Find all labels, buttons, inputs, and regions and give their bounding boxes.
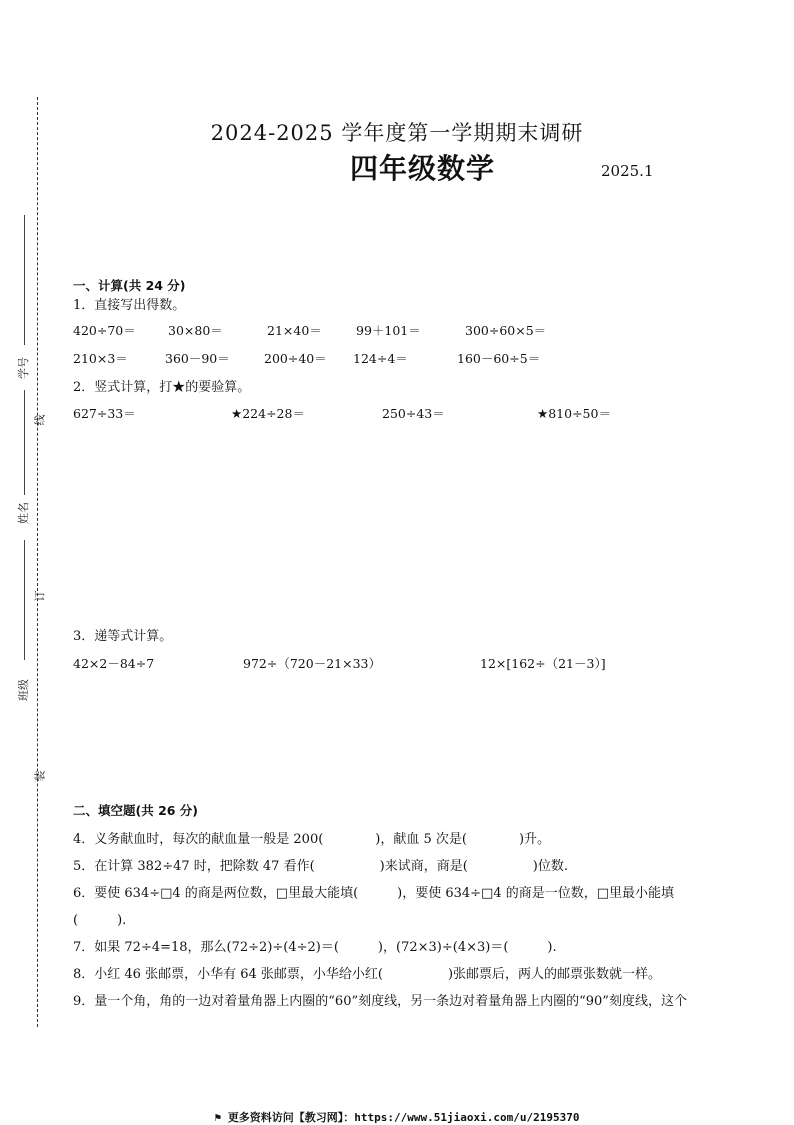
exam-date: 2025.1 — [601, 162, 654, 180]
q3-item-1: 42×2－84÷7 — [73, 656, 155, 671]
line-char: 线 — [33, 414, 47, 426]
q1-r2-c3: 200÷40＝ — [264, 351, 327, 366]
class-blank — [24, 540, 25, 660]
exam-title: 2024-2025 学年度第一学期期末调研 — [210, 121, 584, 145]
q6-text: 6．要使 634÷□4 的商是两位数，□里最大能填( )，要使 634÷□4 的商是一位数，□里最小能填 — [73, 886, 675, 901]
name-label: 姓名 — [17, 502, 30, 524]
q3-label: 3．递等式计算。 — [73, 629, 173, 644]
q2-item-2: ★224÷28＝ — [231, 406, 305, 421]
section1-heading: 一、计算(共 24 分) — [73, 278, 186, 293]
section2-heading: 二、填空题(共 26 分) — [73, 803, 199, 818]
binding-dashed-line — [37, 97, 38, 1027]
q9-text: 9．量一个角，角的一边对着量角器上内圈的“60”刻度线，另一条边对着量角器上内圈的“90”刻度线，这个 — [73, 994, 687, 1009]
student-no-blank — [24, 215, 25, 345]
class-label: 班级 — [17, 679, 30, 701]
q1-r1-c1: 420÷70＝ — [73, 323, 136, 338]
q1-r2-c1: 210×3＝ — [73, 351, 128, 366]
q5-text: 5．在计算 382÷47 时，把除数 47 看作( )来试商，商是( )位数. — [73, 859, 569, 874]
zhuang-char: 装 — [33, 770, 47, 782]
name-blank — [24, 390, 25, 495]
q2-item-3: 250÷43＝ — [382, 406, 445, 421]
q1-label: 1．直接写出得数。 — [73, 298, 186, 313]
q1-r1-c4: 99＋101＝ — [356, 323, 421, 338]
q1-r2-c5: 160－60÷5＝ — [457, 351, 541, 366]
q3-item-3: 12×[162÷（21－3）] — [480, 656, 606, 671]
q8-text: 8．小红 46 张邮票，小华有 64 张邮票，小华给小红( )张邮票后，两人的邮票张数就一样。 — [73, 967, 662, 982]
student-no-label: 学号 — [17, 357, 30, 379]
q1-r1-c3: 21×40＝ — [267, 323, 322, 338]
q1-r2-c4: 124÷4＝ — [353, 351, 408, 366]
q2-label: 2．竖式计算，打★的要验算。 — [73, 380, 251, 395]
q4-text: 4．义务献血时，每次的献血量一般是 200( )，献血 5 次是( )升。 — [73, 832, 551, 847]
q3-item-2: 972÷（720－21×33） — [243, 656, 381, 671]
q1-r2-c2: 360－90＝ — [165, 351, 230, 366]
q1-r1-c2: 30×80＝ — [168, 323, 223, 338]
q2-item-1: 627÷33＝ — [73, 406, 136, 421]
q6-text-cont: ( ). — [73, 913, 127, 928]
q1-r1-c5: 300÷60×5＝ — [465, 323, 547, 338]
q7-text: 7．如果 72÷4=18，那么(72÷2)÷(4÷2)＝( )，(72×3)÷(4×3)＝( ). — [73, 940, 557, 955]
ding-char: 订 — [33, 590, 47, 602]
footer-link[interactable]: ⚑ 更多资料访问【教习网】：https://www.51jiaoxi.com/u/2195370 — [214, 1111, 580, 1124]
q2-item-4: ★810÷50＝ — [537, 406, 611, 421]
exam-subtitle: 四年级数学 — [350, 152, 496, 185]
